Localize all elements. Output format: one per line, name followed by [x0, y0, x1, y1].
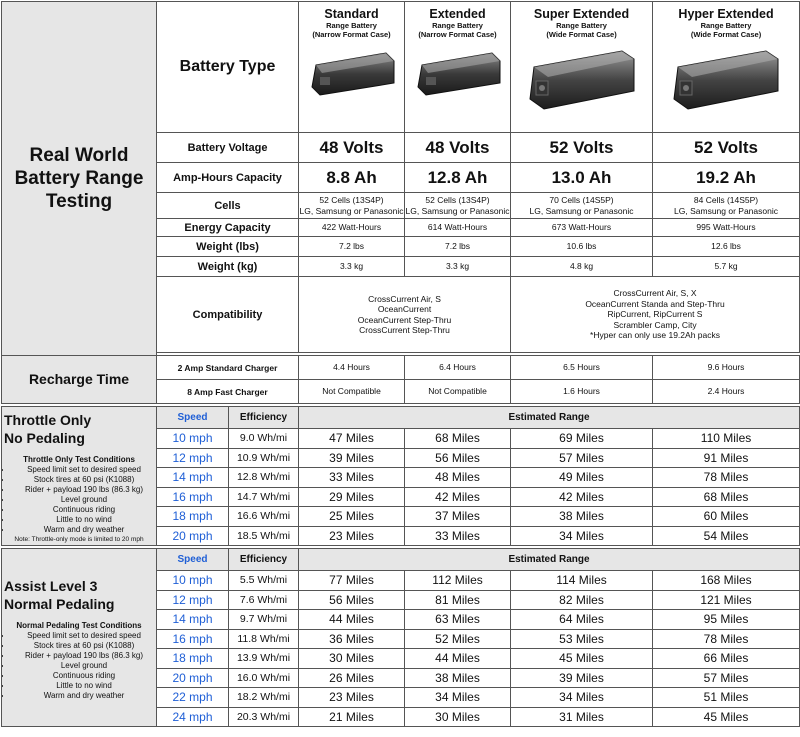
energy-label: Energy Capacity — [157, 219, 299, 237]
narrow-battery-icon — [306, 43, 398, 103]
battery-sub: Range Battery — [432, 21, 483, 30]
speed-header: Speed — [157, 407, 229, 429]
efficiency-value: 5.5 Wh/mi — [229, 571, 299, 591]
weight-lbs-value: 7.2 lbs — [405, 237, 511, 257]
range-value: 44 Miles — [299, 610, 405, 630]
amp8-label: 8 Amp Fast Charger — [157, 380, 299, 404]
condition-item: • Little to no wind — [12, 681, 156, 691]
range-value: 51 Miles — [653, 688, 800, 708]
range-value: 68 Miles — [405, 429, 511, 449]
cells-value: 52 Cells (13S4P) LG, Samsung or Panasonic — [405, 193, 511, 219]
range-value: 42 Miles — [405, 487, 511, 507]
efficiency-value: 12.8 Wh/mi — [229, 468, 299, 488]
range-value: 91 Miles — [653, 448, 800, 468]
efficiency-value: 16.6 Wh/mi — [229, 507, 299, 527]
battery-type-label-cell — [157, 2, 299, 133]
range-value: 30 Miles — [299, 649, 405, 669]
weight-lbs-value: 12.6 lbs — [653, 237, 800, 257]
battery-header-extended — [405, 2, 511, 133]
charge-2amp-value: 9.6 Hours — [653, 356, 800, 380]
range-value: 168 Miles — [653, 571, 800, 591]
battery-format: (Wide Format Case) — [690, 30, 762, 39]
weight-lbs-value: 10.6 lbs — [511, 237, 653, 257]
battery-format: (Wide Format Case) — [546, 30, 617, 39]
range-value: 57 Miles — [653, 668, 800, 688]
range-value: 33 Miles — [299, 468, 405, 488]
compat-wide — [511, 277, 800, 353]
main-title-cell — [2, 2, 157, 356]
range-value: 57 Miles — [511, 448, 653, 468]
range-value: 36 Miles — [299, 629, 405, 649]
speed-value: 10 mph — [157, 571, 229, 591]
range-value: 34 Miles — [511, 526, 653, 546]
range-value: 95 Miles — [653, 610, 800, 630]
range-value: 29 Miles — [299, 487, 405, 507]
efficiency-header: Efficiency — [229, 549, 299, 571]
range-value: 44 Miles — [405, 649, 511, 669]
speed-value: 10 mph — [157, 429, 229, 449]
cells-value: 70 Cells (14S5P) LG, Samsung or Panasonic — [511, 193, 653, 219]
range-value: 48 Miles — [405, 468, 511, 488]
range-value: 69 Miles — [511, 429, 653, 449]
battery-sub: Range Battery — [700, 21, 752, 30]
cells-value: 84 Cells (14S5P) LG, Samsung or Panasonic — [653, 193, 800, 219]
assist-title-2: Normal Pedaling — [4, 595, 115, 612]
range-value: 47 Miles — [299, 429, 405, 449]
efficiency-value: 7.6 Wh/mi — [229, 590, 299, 610]
compat-line: *Hyper can only use 19.2Ah packs — [590, 330, 720, 341]
range-value: 78 Miles — [653, 629, 800, 649]
weight-kg-label: Weight (kg) — [157, 257, 299, 277]
efficiency-value: 20.3 Wh/mi — [229, 707, 299, 727]
ah-label: Amp-Hours Capacity — [157, 163, 299, 193]
battery-name: Hyper Extended — [678, 7, 774, 21]
charge-2amp-value: 4.4 Hours — [299, 356, 405, 380]
voltage-value: 52 Volts — [511, 133, 653, 163]
range-value: 37 Miles — [405, 507, 511, 527]
condition-item: • Speed limit set to desired speed — [12, 631, 156, 641]
weight-kg-value: 3.3 kg — [405, 257, 511, 277]
efficiency-value: 16.0 Wh/mi — [229, 668, 299, 688]
weight-lbs-label: Weight (lbs) — [157, 237, 299, 257]
condition-item: • Rider + payload 190 lbs (86.3 kg) — [12, 651, 156, 661]
efficiency-value: 18.5 Wh/mi — [229, 526, 299, 546]
assist-title-1: Assist Level 3 — [4, 577, 98, 594]
range-value: 31 Miles — [511, 707, 653, 727]
range-value: 77 Miles — [299, 571, 405, 591]
condition-item: • Warm and dry weather — [12, 691, 156, 701]
battery-type-label: Battery Type — [179, 58, 276, 75]
condition-item: • Warm and dry weather — [12, 525, 156, 535]
speed-value: 16 mph — [157, 629, 229, 649]
voltage-value: 48 Volts — [299, 133, 405, 163]
compat-line: RipCurrent, RipCurrent S — [607, 309, 703, 320]
range-value: 25 Miles — [299, 507, 405, 527]
voltage-value: 52 Volts — [653, 133, 800, 163]
charge-2amp-value: 6.4 Hours — [405, 356, 511, 380]
speed-value: 20 mph — [157, 526, 229, 546]
charge-8amp-value: 1.6 Hours — [511, 380, 653, 404]
charge-8amp-value: Not Compatible — [405, 380, 511, 404]
range-value: 81 Miles — [405, 590, 511, 610]
speed-value: 24 mph — [157, 707, 229, 727]
efficiency-value: 18.2 Wh/mi — [229, 688, 299, 708]
efficiency-value: 10.9 Wh/mi — [229, 448, 299, 468]
range-value: 60 Miles — [653, 507, 800, 527]
range-value: 49 Miles — [511, 468, 653, 488]
efficiency-header: Efficiency — [229, 407, 299, 429]
speed-header: Speed — [157, 549, 229, 571]
efficiency-value: 11.8 Wh/mi — [229, 629, 299, 649]
battery-name: Standard — [324, 7, 379, 21]
throttle-title-2: No Pedaling — [4, 429, 85, 446]
weight-kg-value: 5.7 kg — [653, 257, 800, 277]
range-value: 45 Miles — [653, 707, 800, 727]
speed-value: 16 mph — [157, 487, 229, 507]
battery-sub: Range Battery — [326, 21, 377, 30]
compat-line: OceanCurrent — [377, 304, 432, 314]
range-value: 112 Miles — [405, 571, 511, 591]
assist-conditions-title: Normal Pedaling Test Conditions — [16, 620, 142, 630]
speed-value: 18 mph — [157, 507, 229, 527]
voltage-value: 48 Volts — [405, 133, 511, 163]
range-value: 33 Miles — [405, 526, 511, 546]
efficiency-value: 14.7 Wh/mi — [229, 487, 299, 507]
speed-value: 20 mph — [157, 668, 229, 688]
energy-value: 995 Watt-Hours — [653, 219, 800, 237]
condition-item: • Speed limit set to desired speed — [12, 465, 156, 475]
cells-value: 52 Cells (13S4P) LG, Samsung or Panasonic — [299, 193, 405, 219]
battery-format: (Narrow Format Case) — [418, 30, 497, 39]
compat-line: CrossCurrent Air, S, X — [613, 288, 697, 299]
speed-value: 14 mph — [157, 610, 229, 630]
weight-kg-value: 3.3 kg — [299, 257, 405, 277]
range-value: 45 Miles — [511, 649, 653, 669]
range-value: 78 Miles — [653, 468, 800, 488]
range-value: 39 Miles — [299, 448, 405, 468]
range-value: 114 Miles — [511, 571, 653, 591]
condition-item: • Stock tires at 60 psi (K1088) — [12, 475, 156, 485]
battery-name: Extended — [429, 7, 486, 21]
range-value: 21 Miles — [299, 707, 405, 727]
compat-line: OceanCurrent Step-Thru — [357, 314, 452, 325]
ah-value: 12.8 Ah — [405, 163, 511, 193]
condition-item: • Rider + payload 190 lbs (86.3 kg) — [12, 485, 156, 495]
estimated-range-header: Estimated Range — [299, 407, 800, 429]
recharge-title-cell — [2, 356, 157, 404]
range-table — [1, 1, 800, 727]
speed-value: 14 mph — [157, 468, 229, 488]
range-value: 23 Miles — [299, 526, 405, 546]
compat-line: Scrambler Camp, City — [613, 319, 697, 330]
ah-value: 8.8 Ah — [299, 163, 405, 193]
speed-value: 12 mph — [157, 448, 229, 468]
weight-kg-value: 4.8 kg — [511, 257, 653, 277]
range-value: 38 Miles — [405, 668, 511, 688]
charge-8amp-value: 2.4 Hours — [653, 380, 800, 404]
battery-header-super-extended — [511, 2, 653, 133]
battery-name: Super Extended — [533, 7, 630, 21]
assist-conditions-cell — [2, 549, 157, 727]
range-value: 26 Miles — [299, 668, 405, 688]
wide-battery-icon — [522, 43, 642, 115]
range-value: 52 Miles — [405, 629, 511, 649]
condition-item: • Level ground — [12, 495, 156, 505]
wide-battery-icon — [666, 43, 786, 115]
condition-item: • Continuous riding — [12, 671, 156, 681]
speed-value: 18 mph — [157, 649, 229, 669]
range-value: 110 Miles — [653, 429, 800, 449]
compat-line: OceanCurrent Standa and Step-Thru — [585, 298, 725, 309]
efficiency-value: 9.0 Wh/mi — [229, 429, 299, 449]
charge-8amp-value: Not Compatible — [299, 380, 405, 404]
compat-line: CrossCurrent Air, S — [368, 293, 441, 304]
range-value: 121 Miles — [653, 590, 800, 610]
main-title: Real World Battery Range Testing — [14, 145, 144, 212]
range-value: 53 Miles — [511, 629, 653, 649]
throttle-title-1: Throttle Only — [4, 411, 92, 428]
battery-header-standard — [299, 2, 405, 133]
condition-item: • Stock tires at 60 psi (K1088) — [12, 641, 156, 651]
condition-item: • Little to no wind — [12, 515, 156, 525]
charge-2amp-value: 6.5 Hours — [511, 356, 653, 380]
efficiency-value: 9.7 Wh/mi — [229, 610, 299, 630]
condition-item: • Continuous riding — [12, 505, 156, 515]
energy-value: 614 Watt-Hours — [405, 219, 511, 237]
compat-line: CrossCurrent Step-Thru — [359, 325, 450, 335]
range-value: 66 Miles — [653, 649, 800, 669]
efficiency-value: 13.9 Wh/mi — [229, 649, 299, 669]
range-value: 34 Miles — [405, 688, 511, 708]
ah-value: 19.2 Ah — [653, 163, 800, 193]
voltage-label: Battery Voltage — [157, 133, 299, 163]
range-value: 38 Miles — [511, 507, 653, 527]
range-value: 56 Miles — [405, 448, 511, 468]
speed-value: 12 mph — [157, 590, 229, 610]
range-value: 54 Miles — [653, 526, 800, 546]
range-value: 56 Miles — [299, 590, 405, 610]
range-value: 42 Miles — [511, 487, 653, 507]
amp2-label: 2 Amp Standard Charger — [157, 356, 299, 380]
throttle-note: Note: Throttle-only mode is limited to 20 mph — [14, 535, 144, 543]
assist-conditions-list — [2, 631, 156, 701]
ah-value: 13.0 Ah — [511, 163, 653, 193]
battery-format: (Narrow Format Case) — [312, 30, 391, 39]
throttle-conditions-title: Throttle Only Test Conditions — [23, 454, 135, 464]
range-value: 39 Miles — [511, 668, 653, 688]
battery-sub: Range Battery — [556, 21, 607, 30]
estimated-range-header: Estimated Range — [299, 549, 800, 571]
recharge-title: Recharge Time — [28, 370, 130, 387]
energy-value: 673 Watt-Hours — [511, 219, 653, 237]
range-value: 64 Miles — [511, 610, 653, 630]
cells-label: Cells — [157, 193, 299, 219]
range-value: 82 Miles — [511, 590, 653, 610]
energy-value: 422 Watt-Hours — [299, 219, 405, 237]
compat-label: Compatibility — [157, 277, 299, 353]
narrow-battery-icon — [412, 43, 504, 103]
speed-value: 22 mph — [157, 688, 229, 708]
range-value: 30 Miles — [405, 707, 511, 727]
condition-item: • Level ground — [12, 661, 156, 671]
range-value: 34 Miles — [511, 688, 653, 708]
weight-lbs-value: 7.2 lbs — [299, 237, 405, 257]
throttle-conditions-cell — [2, 407, 157, 546]
range-value: 63 Miles — [405, 610, 511, 630]
battery-header-hyper-extended — [653, 2, 800, 133]
range-value: 68 Miles — [653, 487, 800, 507]
range-value: 23 Miles — [299, 688, 405, 708]
compat-narrow — [299, 277, 511, 353]
throttle-conditions-list — [2, 465, 156, 535]
